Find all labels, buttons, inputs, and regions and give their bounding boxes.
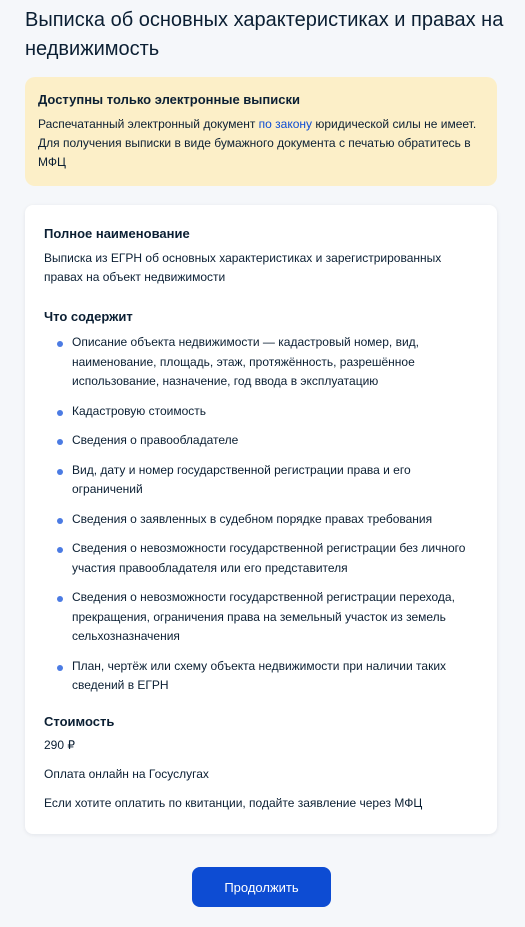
law-link[interactable]: по закону [258,117,313,131]
notice-text [38,115,484,172]
notice-title: Доступны только электронные выписки [38,92,300,107]
continue-button[interactable]: Продолжить [192,867,331,907]
bullet-icon [57,469,63,475]
price-value: 290 ₽ [44,737,75,752]
bullet-icon [57,596,63,602]
price-title: Стоимость [44,713,115,729]
notice-text-end: юридической силы не имеет. Для получения выписки в виде бумажного документа с печатью обратитесь в МФЦ [38,117,477,169]
bullet-icon [57,410,63,416]
pay-online-text: Оплата онлайн на Госуслугах [44,766,209,781]
list-item-text: Описание объекта недвижимости — кадастровый номер, вид, наименование, площадь, этаж, протяжённость, разрешённое использование, назначение, год ввода в эксплуатацию [72,335,419,388]
list-item [44,333,478,392]
list-item-text: Сведения о невозможности государственной регистрации без личного участия правообладателя или его представителя [72,541,466,575]
bullet-icon [57,439,63,445]
list-item-text: Вид, дату и номер государственной регистрации права и его ограничений [72,462,411,496]
notice-text-start: Распечатанный электронный документ [38,117,259,131]
details-card [25,205,497,834]
list-item [44,461,478,500]
list-item [44,588,478,647]
pay-receipt-text: Если хотите оплатить по квитанции, подайте заявление через МФЦ [44,795,423,810]
contents-list [44,333,478,696]
list-item [44,402,478,422]
list-item [44,431,478,451]
bullet-icon [57,547,63,553]
info-notice [25,77,497,186]
list-item-text: Кадастровую стоимость [72,403,207,418]
list-item-text: Сведения о невозможности государственной регистрации перехода, прекращения, ограничения права на земельный участок из земель сельхозназначения [72,590,455,643]
fullname-title: Полное наименование [44,226,190,241]
fullname-text: Выписка из ЕГРН об основных характеристиках и зарегистрированных правах на объект недвижимости [44,251,442,284]
list-item [44,657,478,696]
list-item-text: Сведения о заявленных в судебном порядке правах требования [72,511,433,526]
list-item-text: Сведения о правообладателе [72,433,239,447]
bullet-icon [57,518,63,524]
bullet-icon [57,341,63,347]
list-item [44,539,478,578]
bullet-icon [57,665,63,671]
list-item [44,510,478,530]
contents-title: Что содержит [44,309,133,324]
list-item-text: План, чертёж или схему объекта недвижимости при наличии таких сведений в ЕГРН [72,658,447,692]
page-title: Выписка об основных характеристиках и правах на недвижимость [25,9,504,60]
